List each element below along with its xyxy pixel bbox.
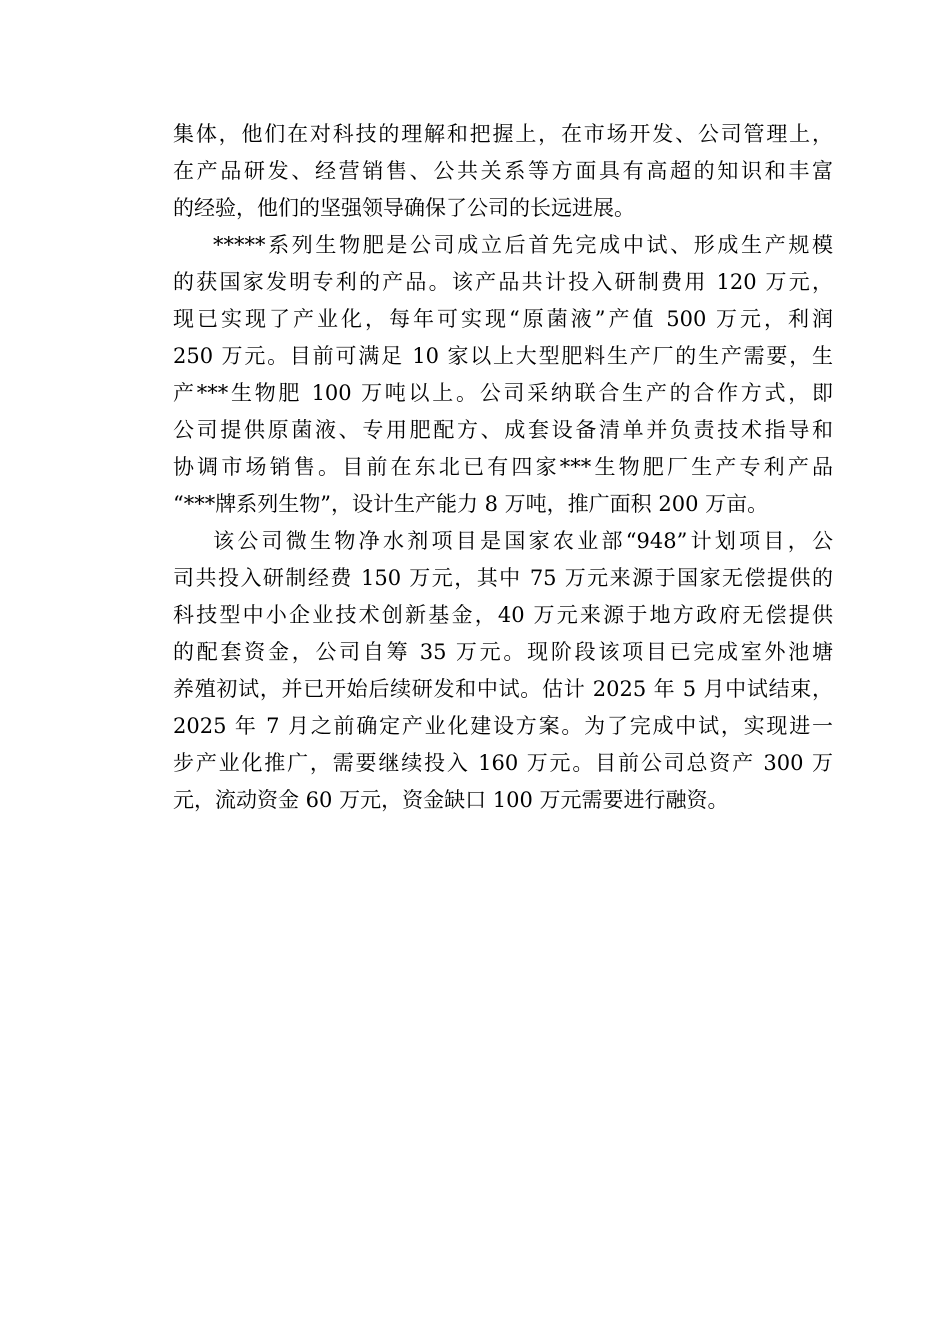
paragraph-1-line-1: 集体，他们在对科技的理解和把握上，在市场开发、公司管理上， bbox=[173, 122, 833, 146]
body-text bbox=[173, 116, 833, 819]
paragraph-2-line-5: 产***生物肥 100 万吨以上。公司采纳联合生产的合作方式，即 bbox=[173, 381, 833, 405]
paragraph-3-line-4: 的配套资金，公司自筹 35 万元。现阶段该项目已完成室外池塘 bbox=[173, 640, 833, 664]
paragraph-3-line-1: 该公司微生物净水剂项目是国家农业部“948”计划项目，公 bbox=[213, 529, 833, 553]
paragraph-2-line-1: *****系列生物肥是公司成立后首先完成中试、形成生产规模 bbox=[213, 233, 833, 257]
paragraph-3-line-8: 元，流动资金 60 万元，资金缺口 100 万元需要进行融资。 bbox=[173, 788, 729, 812]
paragraph-3-line-3: 科技型中小企业技术创新基金，40 万元来源于地方政府无偿提供 bbox=[173, 603, 833, 627]
paragraph-3-line-6: 2025 年 7 月之前确定产业化建设方案。为了完成中试，实现进一 bbox=[173, 714, 833, 738]
paragraph-3-line-5: 养殖初试，并已开始后续研发和中试。估计 2025 年 5 月中试结束， bbox=[173, 677, 833, 701]
paragraph-2-line-6: 公司提供原菌液、专用肥配方、成套设备清单并负责技术指导和 bbox=[173, 418, 833, 442]
paragraph-2-line-7: 协调市场销售。目前在东北已有四家***生物肥厂生产专利产品 bbox=[173, 455, 833, 479]
paragraph-2-line-3: 现已实现了产业化，每年可实现“原菌液”产值 500 万元，利润 bbox=[173, 307, 833, 331]
paragraph-2-line-8: “***牌系列生物”，设计生产能力 8 万吨，推广面积 200 万亩。 bbox=[173, 492, 769, 516]
paragraph-2-line-4: 250 万元。目前可满足 10 家以上大型肥料生产厂的生产需要，生 bbox=[173, 344, 833, 368]
paragraph-3-line-2: 司共投入研制经费 150 万元，其中 75 万元来源于国家无偿提供的 bbox=[173, 566, 833, 590]
paragraph-1-line-2: 在产品研发、经营销售、公共关系等方面具有高超的知识和丰富 bbox=[173, 159, 833, 183]
paragraph-3-line-7: 步产业化推广，需要继续投入 160 万元。目前公司总资产 300 万 bbox=[173, 751, 833, 775]
paragraph-2-line-2: 的获国家发明专利的产品。该产品共计投入研制费用 120 万元， bbox=[173, 270, 833, 294]
paragraph-1-line-3: 的经验，他们的坚强领导确保了公司的长远进展。 bbox=[173, 196, 635, 220]
